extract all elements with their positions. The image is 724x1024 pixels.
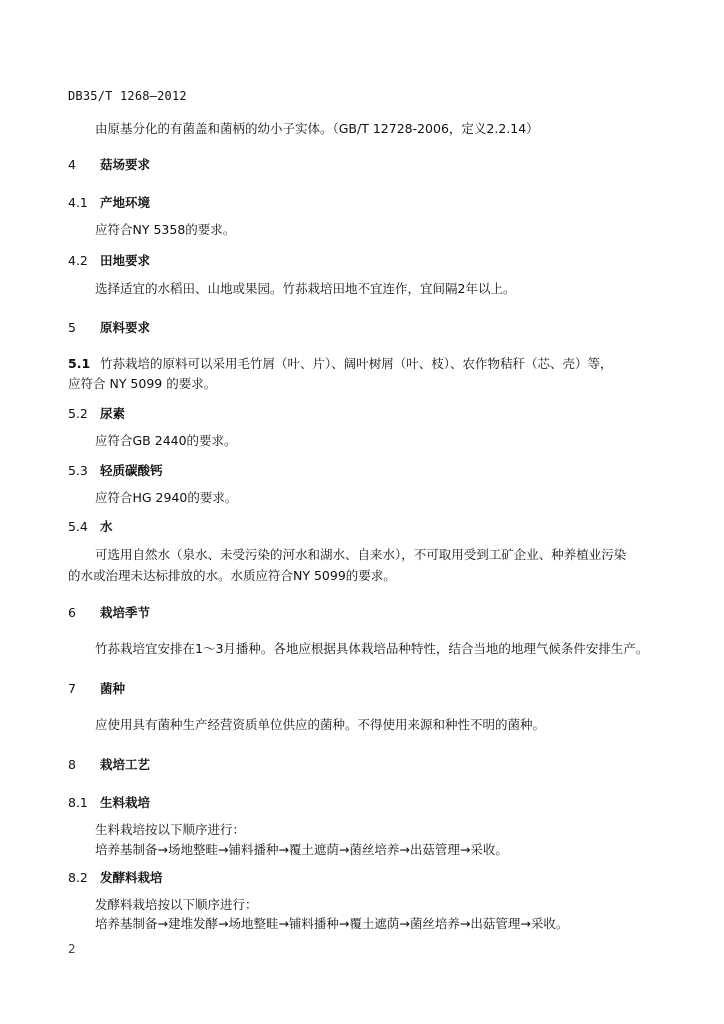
section-heading-4: 4 菇场要求 — [68, 157, 151, 172]
document-code-header: DB35/T 1268—2012 — [68, 89, 187, 103]
paragraph-5-2: 应符合GB 2440的要求。 — [95, 433, 237, 448]
section-heading-7: 7 菌种 — [68, 681, 126, 696]
section-heading-5-2: 5.2 尿素 — [68, 406, 126, 421]
process-8-2: 培养基制备→建堆发酵→场地整畦→铺料播种→覆土遮荫→菌丝培养→出菇管理→采收。 — [95, 916, 569, 931]
paragraph-8-2: 发酵料栽培按以下顺序进行： — [95, 897, 258, 912]
section-heading-8-2: 8.2 发酵料栽培 — [68, 870, 163, 885]
process-8-1: 培养基制备→场地整畦→铺料播种→覆土遮荫→菌丝培养→出菇管理→采收。 — [95, 842, 508, 857]
paragraph-7: 应使用具有菌种生产经营资质单位供应的菌种。不得使用来源和种性不明的菌种。 — [95, 717, 546, 732]
paragraph-6: 竹荪栽培宜安排在1～3月播种。各地应根据具体栽培品种特性，结合当地的地理气候条件安排生产。 — [95, 641, 649, 656]
section-heading-5-3: 5.3 轻质碳酸钙 — [68, 463, 163, 478]
paragraph-4-2: 选择适宜的水稻田、山地或果园。竹荪栽培田地不宜连作，宜间隔2年以上。 — [95, 281, 516, 296]
page-number: 2 — [68, 942, 76, 956]
definition-text: 由原基分化的有菌盖和菌柄的幼小子实体。（GB/T 12728-2006，定义2.2.14） — [95, 121, 539, 136]
paragraph-5-3: 应符合HG 2940的要求。 — [95, 490, 238, 505]
paragraph-5-4: 可选用自然水（泉水、未受污染的河水和湖水、自来水），不可取用受到工矿企业、种养植业污染 — [95, 547, 627, 562]
section-heading-5-4: 5.4 水 — [68, 519, 113, 534]
paragraph-5-4-cont: 的水或治理未达标排放的水。水质应符合NY 5099的要求。 — [68, 568, 396, 583]
paragraph-8-1: 生料栽培按以下顺序进行： — [95, 822, 246, 837]
paragraph-5-1-cont: 应符合 NY 5099 的要求。 — [68, 376, 217, 391]
section-heading-5: 5 原料要求 — [68, 320, 151, 335]
section-heading-8: 8 栽培工艺 — [68, 757, 151, 772]
section-5-1: 5.1 竹荪栽培的原料可以采用毛竹屑（叶、片）、阔叶树屑（叶、枝）、农作物秸秆（芯、壳）等， — [68, 356, 613, 371]
section-heading-4-2: 4.2 田地要求 — [68, 253, 151, 268]
section-heading-8-1: 8.1 生料栽培 — [68, 795, 151, 810]
section-heading-4-1: 4.1 产地环境 — [68, 195, 151, 210]
paragraph-4-1: 应符合NY 5358的要求。 — [95, 222, 236, 237]
section-heading-6: 6 栽培季节 — [68, 605, 151, 620]
